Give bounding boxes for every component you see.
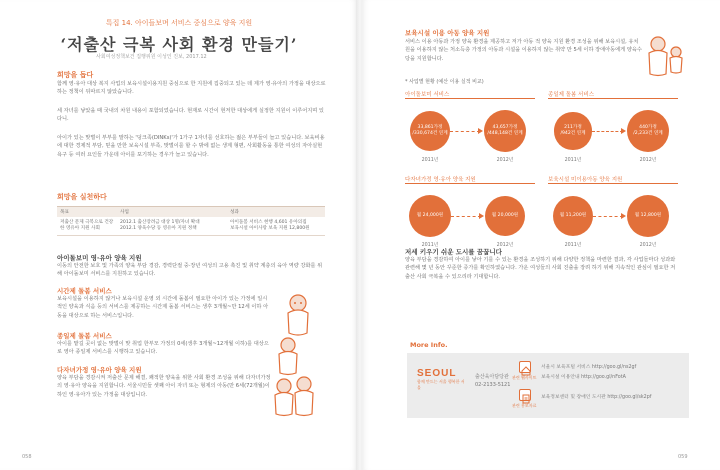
value-bubble: 월 11,200원 — [553, 196, 594, 237]
table-cell: 저출산 문제 극복으로 건강한 영유아 지원 사회 — [57, 217, 117, 236]
year-label: 2011년 — [564, 158, 582, 163]
table-header: 성과 — [227, 207, 325, 218]
year-label: 2012년 — [496, 243, 514, 248]
link-childcare-portal[interactable]: 서울시 보육포털 서비스 http://goo.gl/ns2gf — [541, 365, 637, 370]
value-bubble: 43,657가정 /448,148건 연계 — [484, 110, 526, 152]
page-title: ‘저출산 극복 사회 환경 만들기’ — [60, 35, 298, 54]
table-header: 목표 — [57, 207, 117, 218]
chart-title-fullday: 종일제 돌봄 서비스 — [548, 92, 595, 98]
document-icon-label: 관련 홍보자료 — [512, 403, 537, 408]
contact-department: 출산육아담당관 — [475, 374, 509, 380]
year-label: 2012년 — [496, 158, 514, 163]
more-info-box — [407, 353, 689, 418]
value-bubble: 440가정 /2,233건 연계 — [627, 110, 669, 152]
page-number-right: 059 — [678, 454, 688, 460]
connector-line — [592, 131, 623, 132]
paragraph-fullday-care: 아이를 맡길 곳이 없는 맞벌이 맞 취업 한부모 가정의 0세(생후 3개월~12개월 이하)를 대상으로 영아 종일제 서비스를 시행하고 있습니다. — [57, 341, 269, 356]
connector-line — [450, 131, 480, 132]
arrow-icon — [621, 213, 626, 219]
summary-table — [57, 206, 325, 236]
subheading-multichild: 다자녀가정 영·유아 양육 지원 — [57, 366, 142, 374]
year-label: 2011년 — [564, 243, 582, 248]
year-label: 2012년 — [639, 243, 657, 248]
table-row — [57, 217, 325, 236]
table-cell: 2012.1 출산장려금 대상 1명/자녀 확대 2012.1 양육수당 등 영유아 지원 정책 — [117, 217, 227, 236]
chart-title-multichild: 다자녀가정 영·유아 양육 지원 — [405, 177, 476, 183]
document-icon — [519, 389, 531, 401]
contact-phone[interactable]: 02-2133-5121 — [475, 382, 511, 388]
chart-rule — [548, 183, 678, 184]
family-illustration — [272, 376, 318, 418]
baby-illustration — [283, 293, 313, 337]
paragraph-second: 세 자녀를 낳았을 때 국내의 차원 내용이 포함되었습니다. 현재로 시간이 현저한 대상에게 실정한 지원이 이루어지며 있다니. — [57, 108, 324, 123]
paragraph-multichild: 양육 부담을 경감시켜 저출산 문제 해결, 쾌적한 양육을 위한 사회 환경 조성을 위해 다자녀가정의 영·유아 양육을 지원합니다. 서울시민들 셋째 아이 자녀 또는 형제의 아동(만 6세(72개월)이하인 영·유아가 있는 가정을 대상입니다. — [57, 375, 271, 398]
section-heading-hope: 희망을 돕다 — [57, 71, 94, 79]
right-section-heading: 저세 키우기 쉬운 도시를 꿈꿉니다 — [405, 248, 502, 256]
more-info-heading: More Info. — [410, 341, 448, 349]
right-top-paragraph: 서비스 이용 아동과 가정 양육 환경을 제공하고 저가 아동 적 양육 지원 환경 조성을 위해 보육시설, 유치원을 이용하지 않는 처소득층 가정의 아동과 시설을 이용하지 않는 취약 만 5세 이하 장애아동에게 양육수당을 지원합니다. — [405, 39, 642, 62]
seoul-logo-slogan: 함께 만드는 서울 행복한 서울 — [417, 379, 465, 390]
chart-title-babysitter: 아이돌보미 서비스 — [405, 92, 450, 98]
link-info-center[interactable]: 보육정보센터 및 장애인 도시관 http://goo.gl/sk2pf — [541, 395, 652, 400]
chart-rule — [405, 183, 535, 184]
page-number-left: 058 — [22, 454, 32, 460]
paragraph-babysitter: 이동의 안전한 보호 및 가족의 양육 부담 경감, 경력단절 중·장년 여성의 고용 촉진 및 취약 계층의 육아 역량 강화를 위해 아이돌보미 서비스를 지원하고 있습니다. — [57, 263, 323, 278]
left-page — [0, 0, 358, 470]
chart-rule — [548, 98, 678, 99]
chart-rule — [405, 98, 535, 99]
child-illustration — [275, 336, 301, 376]
value-bubble: 월 12,800원 — [627, 195, 669, 237]
website-icon-label: 관련 웹사이트 — [512, 375, 537, 380]
year-label: 2011년 — [421, 243, 439, 248]
table-header: 사업 — [117, 207, 227, 218]
subheading-hourly-care: 시간제 돌봄 서비스 — [57, 287, 112, 295]
right-top-heading: 보육시설 이용 아동 양육 지원 — [405, 29, 490, 37]
chart-title-non-facility: 보육시설 미이용아동 양육 지원 — [548, 177, 623, 183]
link-facility-guide[interactable]: 보육시설 이용안내 http://goo.gl/nFotA — [541, 375, 626, 380]
subheading-babysitter: 아이돌보미 영·유아 양육 지원 — [57, 254, 142, 262]
kicker: 특집 14. 아이들보며 서비스 중심으로 양육 지원 — [105, 19, 253, 27]
connector-line — [451, 216, 481, 217]
connector-line — [593, 216, 623, 217]
mother-baby-illustration — [646, 34, 686, 78]
section-heading-practice: 희망을 실천하다 — [57, 193, 107, 201]
seoul-logo-text: SEOUL — [417, 368, 457, 379]
table-cell: 아이돌봄 서비스 현행 4,601 유아의집 보육시설 아이사랑 보육 지원 12,800원 — [227, 217, 325, 236]
paragraph-third: 아이가 있는 맞벌이 부부를 말하는 '딩크족(DINKs)'가 1가구 1자녀를 선호하는 젊은 부부들이 늘고 있습니다. 보육비용에 대한 경제적 부담, 믿을 만한 보육시설 부족, 맞벌이를 할 수 밖에 없는 생계 형편, 사회활동을 통한 여성의 자아실현 욕구 등 여러 요인들 가운데 아이를 포기하는 경우가 늘고 있습니다. — [57, 135, 325, 158]
value-bubble: 33,861가정 /330,674건 연계 — [410, 111, 450, 151]
arrow-icon — [621, 128, 626, 134]
year-label: 2012년 — [639, 158, 657, 163]
subheading-fullday-care: 종일제 돌봄 서비스 — [57, 332, 112, 340]
seoul-logo — [417, 368, 467, 402]
byline: 사회여성정책보건 집행위원 이성인 진보, 2017.12 — [96, 54, 207, 60]
contact-info — [475, 373, 510, 389]
paragraph-intro: 함께 영·유아 대상 복지 사업의 보육시설이용지원 중심으로 한 지원에 집중되고 있는 데 제가 영·유아의 가정을 대상으로 하는 정책이 뒤따르지 않았습니다. — [57, 81, 326, 96]
home-icon — [519, 361, 531, 373]
year-label: 2011년 — [421, 158, 439, 163]
paragraph-hourly-care: 보육시설을 이용하지 않거나 보육시설 운영 외 시간에 돌봄이 필요한 아이가 있는 가정에 일시적인 양육과 식음 등의 서비스를 제공하는 시간제 돌봄 서비스는 생후 3개월~만 12세 이하 아동을 대상으로 하는 서비스입니다. — [57, 296, 269, 319]
arrow-icon — [479, 213, 484, 219]
chart-note: * 사업별 현황 (예산 이용 실적 비교) — [405, 79, 484, 85]
value-bubble: 월 24,000원 — [409, 195, 451, 237]
value-bubble: 211가정 /942건 연계 — [554, 112, 591, 149]
arrow-icon — [478, 128, 483, 134]
value-bubble: 월 20,000원 — [485, 196, 526, 237]
right-section-paragraph: 양육 부담을 경감하여 아이를 낳아 기를 수 있는 환경을 조성하기 위해 다양한 정책을 마련한 결과, 각 사업들마다 성과와 관련해 몇 년 동안 꾸준한 증가를 확인하였습니다. 가운 여성들의 사회 진출을 장려 하기 위해 지속적인 관심이 필요한 저출산 사회 극복을 수 있으리라 기대합니다. — [405, 257, 676, 280]
